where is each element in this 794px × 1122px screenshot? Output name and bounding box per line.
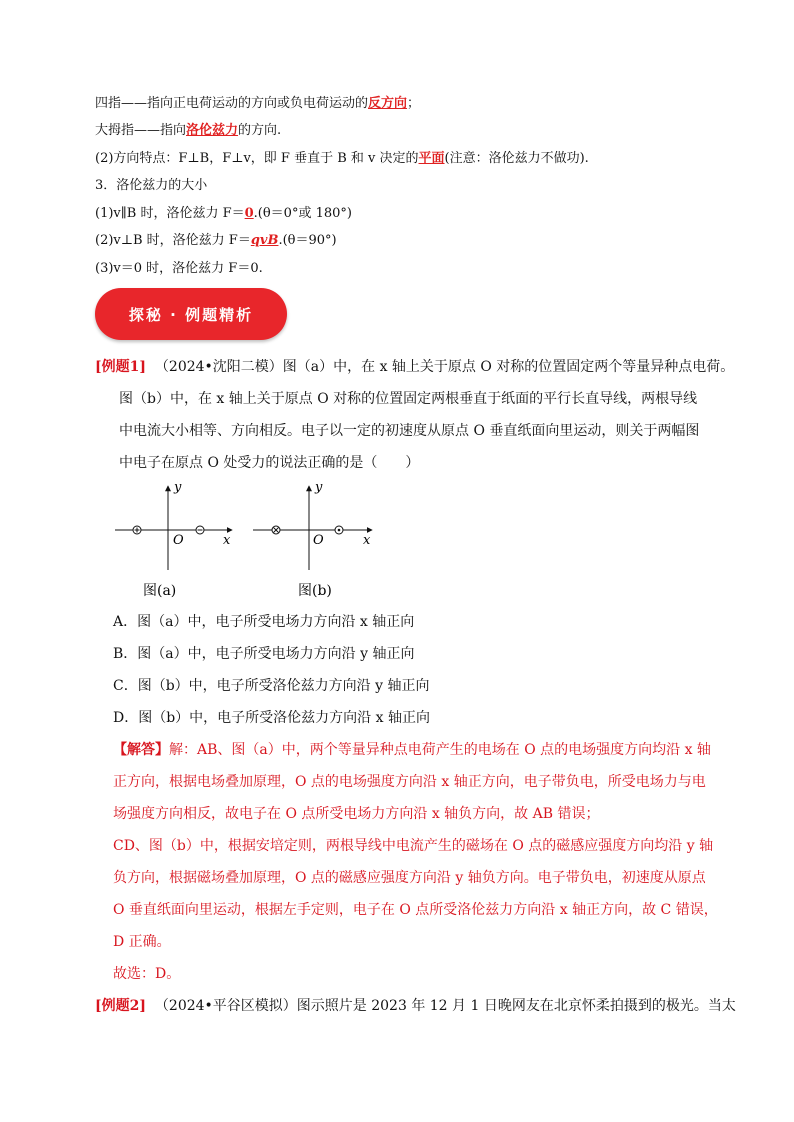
highlight-zero: 0 [244,206,254,221]
answer-tag: 【解答】 [113,742,169,758]
highlight-plane: 平面 [418,151,445,166]
example1-line3: 中电流大小相等、方向相反。电子以一定的初速度从原点 O 垂直纸面向里运动，则关于两幅图 [119,423,700,439]
figure-b [253,480,372,599]
figure-a-y-label: y [174,480,182,495]
answer-line1: 【解答】解：AB、图（a）中，两个等量异种点电荷产生的电场在 O 点的电场强度方向均沿 x 轴 [113,742,711,758]
example1-line2: 图（b）中，在 x 轴上关于原点 O 对称的位置固定两根垂直于纸面的平行长直导线，两根导线 [119,391,698,407]
section-banner: 探秘 · 例题精析 [95,288,287,340]
figure-a-x-label: x [223,533,231,548]
option-d: D．图（b）中，电子所受洛伦兹力方向沿 x 轴正向 [113,710,430,726]
option-b: B．图（a）中，电子所受电场力方向沿 y 轴正向 [113,646,415,662]
answer-line7: D 正确。 [113,934,171,950]
example2-line1: [例题2] （2024•平谷区模拟）图示照片是 2023 年 12 月 1 日晚网友在北京怀柔拍摄到的极光。当太 [95,998,736,1014]
magnitude-parallel: (1)v∥B 时，洛伦兹力 F＝0.(θ＝0°或 180°) [95,206,352,221]
figure-a [115,480,232,599]
highlight-qvb: qvB [250,233,279,248]
rule-thumb: 大拇指——指向洛伦兹力的方向. [95,123,282,138]
figure-b-origin-label: O [313,533,324,548]
example2-tag: [例题2] [95,998,146,1014]
figure-b-caption: 图(b) [298,583,332,599]
option-c: C．图（b）中，电子所受洛伦兹力方向沿 y 轴正向 [113,678,430,694]
magnitude-zero-velocity: (3)v＝0 时，洛伦兹力 F＝0. [95,261,263,276]
direction-features: (2)方向特点：F⊥B，F⊥v，即 F 垂直于 B 和 v 决定的平面(注意：洛伦兹力不做功). [95,151,589,166]
answer-line2: 正方向，根据电场叠加原理，O 点的电场强度方向沿 x 轴正方向，电子带负电，所受电场力与电 [113,774,706,790]
rule-four-fingers: 四指——指向正电荷运动的方向或负电荷运动的反方向； [95,96,421,111]
example1-tag: [例题1] [95,359,146,375]
figure-a-origin-label: O [173,533,184,548]
example1-line1: [例题1] （2024•沈阳二模）图（a）中，在 x 轴上关于原点 O 对称的位置固定两个等量异种点电荷。 [95,359,735,375]
answer-line5: 负方向，根据磁场叠加原理，O 点的磁感应强度方向沿 y 轴负方向。电子带负电，初速度从原点 [113,870,706,886]
example1-figures [110,478,380,600]
answer-line3: 场强度方向相反，故电子在 O 点所受电场力方向沿 x 轴负方向，故 AB 错误； [113,806,600,822]
example1-line4: 中电子在原点 O 处受力的说法正确的是（ ） [119,455,420,471]
highlight-opposite-direction: 反方向 [368,96,408,111]
answer-line4: CD、图（b）中，根据安培定则，两根导线中电流产生的磁场在 O 点的磁感应强度方向均沿 y 轴 [113,838,714,854]
section-heading-magnitude: 3．洛伦兹力的大小 [95,178,208,193]
figure-b-x-label: x [363,533,371,548]
option-a: A．图（a）中，电子所受电场力方向沿 x 轴正向 [113,614,415,630]
figure-a-caption: 图(a) [143,583,177,599]
magnitude-perpendicular: (2)v⊥B 时，洛伦兹力 F＝qvB.(θ＝90°) [95,233,337,248]
answer-line6: O 垂直纸面向里运动，根据左手定则，电子在 O 点所受洛伦兹力方向沿 x 轴正方向，故 C 错误， [113,902,718,918]
figure-b-y-label: y [315,480,323,495]
highlight-lorentz-force: 洛伦兹力 [186,123,239,138]
answer-choice: 故选：D。 [113,966,181,982]
